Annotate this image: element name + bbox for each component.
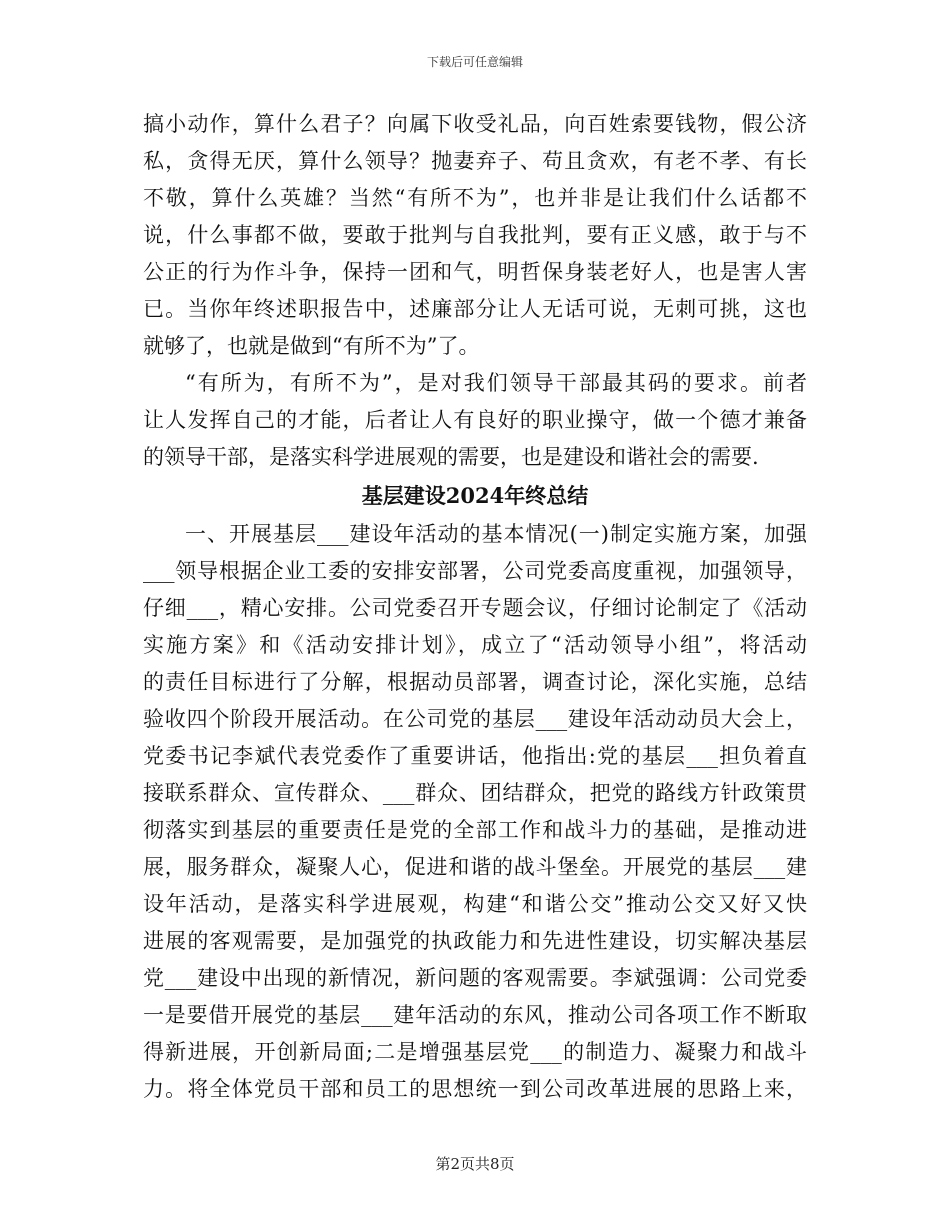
text-line: 搞小动作，算什么君子？向属下收受礼品，向百姓索要钱物，假公济 [143,112,807,136]
paragraph [143,365,807,476]
text-line: 进展的客观需要，是加强党的执政能力和先进性建设，切实解决基层 [143,929,807,953]
text-line: 私，贪得无厌，算什么领导？抛妻弃子、苟且贪欢，有老不孝、有长 [143,149,807,173]
text-line: 验收四个阶段开展活动。在公司党的基层___建设年活动动员大会上， [143,707,807,731]
text-line: 一是要借开展党的基层___建年活动的东风，推动公司各项工作不断取 [143,1003,807,1027]
text-line: “有所为，有所不为”，是对我们领导干部最其码的要求。前者 [185,371,807,395]
text-line: ___领导根据企业工委的安排安部署，公司党委高度重视，加强领导， [143,559,807,583]
paragraph [143,516,807,1108]
text-line: 说，什么事都不做，要敢于批判与自我批判，要有正义感，敢于与不 [143,223,807,247]
page-footer: 第2页共8页 [435,1155,515,1173]
text-line: 展，服务群众，凝聚人心，促进和谐的战斗堡垒。开展党的基层___建 [143,855,807,879]
text-line: 党___建设中出现的新情况，新问题的客观需要。李斌强调：公司党委 [143,966,807,990]
section-title: 基层建设2024年终总结 [361,483,589,508]
text-line: 已。当你年终述职报告中，述廉部分让人无话可说，无刺可挑，这也 [143,297,807,321]
text-line: 得新进展，开创新局面;二是增强基层党___的制造力、凝聚力和战斗 [143,1040,807,1064]
text-line: 就够了，也就是做到“有所不为”了。 [143,334,480,358]
paragraph [143,106,807,365]
text-line: 党委书记李斌代表党委作了重要讲话，他指出:党的基层___担负着直 [143,744,807,768]
page-header: 下载后可任意编辑 [426,55,523,69]
text-line: 一、开展基层___建设年活动的基本情况(一)制定实施方案，加强 [185,522,807,546]
text-line: 实施方案》和《活动安排计划》，成立了“活动领导小组”，将活动 [143,633,807,657]
text-line: 的领导干部，是落实科学进展观的需要，也是建设和谐社会的需要. [143,445,759,469]
document-body [143,106,807,1108]
text-line: 力。将全体党员干部和员工的思想统一到公司改革进展的思路上来， [143,1077,807,1101]
text-line: 接联系群众、宣传群众、___群众、团结群众，把党的路线方针政策贯 [143,781,807,805]
text-line: 公正的行为作斗争，保持一团和气，明哲保身装老好人，也是害人害 [143,260,807,284]
text-line: 设年活动，是落实科学进展观，构建“和谐公交”推动公交又好又快 [143,892,807,916]
text-line: 彻落实到基层的重要责任是党的全部工作和战斗力的基础，是推动进 [143,818,807,842]
text-line: 不敬，算什么英雄？当然“有所不为”，也并非是让我们什么话都不 [143,186,807,210]
text-line: 的责任目标进行了分解，根据动员部署，调查讨论，深化实施，总结 [143,670,807,694]
text-line: 仔细___，精心安排。公司党委召开专题会议，仔细讨论制定了《活动 [143,596,807,620]
text-line: 让人发挥自己的才能，后者让人有良好的职业操守，做一个德才兼备 [143,408,807,432]
